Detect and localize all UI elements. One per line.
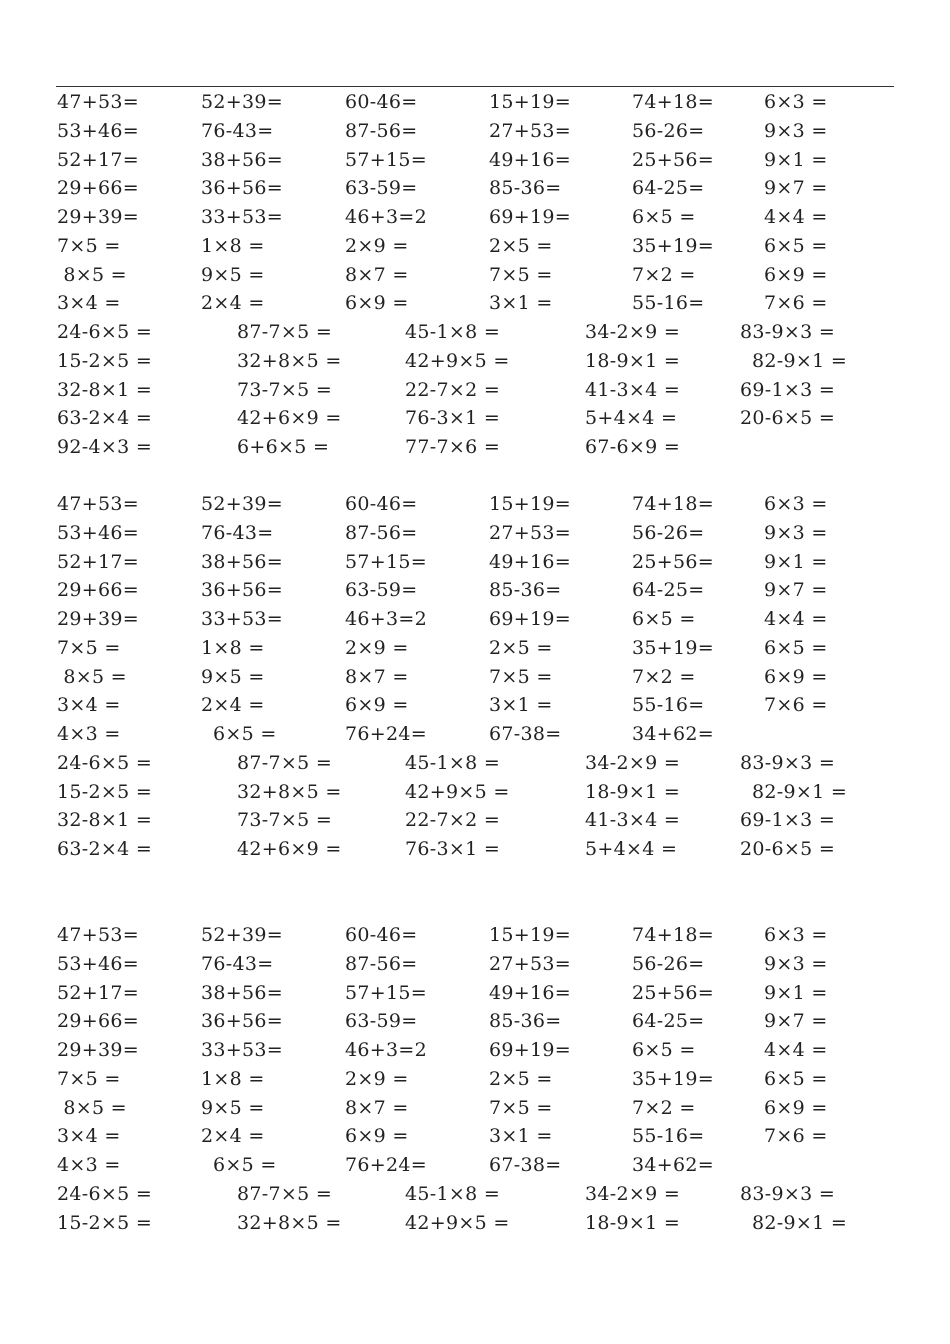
problem-cell: 2×9 = <box>345 636 409 659</box>
problem-row <box>0 576 950 605</box>
problem-cell: 47+53= <box>57 91 139 113</box>
problem-cell: 6+6×5 = <box>237 436 330 458</box>
problem-cell: 33+53= <box>201 608 283 630</box>
problem-cell: 22-7×2 = <box>405 809 501 832</box>
problem-cell: 63-2×4 = <box>57 407 153 430</box>
problem-cell: 53+46= <box>57 521 139 544</box>
problem-cell: 9×1 = <box>764 981 828 1004</box>
problem-cell: 63-2×4 = <box>57 838 153 860</box>
mixed-problem-row <box>0 347 950 376</box>
problem-cell: 55-16= <box>632 694 705 717</box>
problem-cell: 2×5 = <box>489 234 553 257</box>
problem-row <box>0 1007 950 1036</box>
problem-cell: 3×4 = <box>57 694 121 717</box>
problem-cell: 18-9×1 = <box>585 780 681 803</box>
problem-cell: 64-25= <box>632 579 705 602</box>
problem-cell: 7×6 = <box>764 292 828 315</box>
problem-cell: 55-16= <box>632 1125 705 1148</box>
problem-set-3 <box>0 921 950 1237</box>
problem-cell: 9×7 = <box>764 1010 828 1033</box>
problem-cell: 8×5 = <box>57 665 127 688</box>
problem-cell: 46+3=2 <box>345 206 427 228</box>
problem-cell: 4×3 = <box>57 1154 121 1176</box>
problem-cell: 74+18= <box>632 493 714 515</box>
problem-cell: 45-1×8 = <box>405 321 501 343</box>
problem-row <box>0 1122 950 1151</box>
problem-cell: 69-1×3 = <box>740 378 836 401</box>
problem-cell: 36+56= <box>201 1010 283 1033</box>
problem-cell: 73-7×5 = <box>237 809 333 832</box>
problem-row <box>0 519 950 548</box>
problem-cell: 29+39= <box>57 608 139 630</box>
problem-cell: 69-1×3 = <box>740 809 836 832</box>
problem-cell: 32+8×5 = <box>237 349 342 372</box>
problem-cell: 36+56= <box>201 177 283 200</box>
problem-cell: 32-8×1 = <box>57 378 153 401</box>
problem-cell: 9×1 = <box>764 550 828 573</box>
problem-cell: 8×5 = <box>57 1096 127 1119</box>
problem-cell: 2×4 = <box>201 694 265 717</box>
problem-cell: 53+46= <box>57 119 139 142</box>
problem-cell: 6×5 = <box>632 206 696 228</box>
problem-cell: 6×5 = <box>213 723 277 745</box>
problem-cell: 83-9×3 = <box>740 321 836 343</box>
problem-cell: 73-7×5 = <box>237 378 333 401</box>
problem-cell: 34+62= <box>632 1154 714 1176</box>
problem-cell: 7×5 = <box>57 636 121 659</box>
problem-cell: 35+19= <box>632 234 714 257</box>
problem-cell: 6×9 = <box>345 1125 409 1148</box>
problem-cell: 47+53= <box>57 924 139 946</box>
problem-cell: 34+62= <box>632 723 714 745</box>
problem-cell: 7×2 = <box>632 665 696 688</box>
problem-row <box>0 490 950 519</box>
problem-cell: 29+66= <box>57 579 139 602</box>
problem-cell: 38+56= <box>201 981 283 1004</box>
problem-cell: 60-46= <box>345 493 418 515</box>
problem-cell: 29+39= <box>57 1039 139 1061</box>
problem-cell: 7×6 = <box>764 1125 828 1148</box>
problem-cell: 4×4 = <box>764 1039 828 1061</box>
problem-cell: 7×2 = <box>632 1096 696 1119</box>
problem-cell: 42+9×5 = <box>405 349 510 372</box>
problem-row <box>0 146 950 175</box>
problem-set-1 <box>0 88 950 462</box>
problem-row <box>0 203 950 232</box>
problem-cell: 87-7×5 = <box>237 321 333 343</box>
problem-cell: 57+15= <box>345 550 427 573</box>
problem-cell: 33+53= <box>201 1039 283 1061</box>
mixed-problem-row <box>0 404 950 433</box>
problem-cell: 6×9 = <box>345 694 409 717</box>
problem-cell: 7×6 = <box>764 694 828 717</box>
problem-cell: 4×4 = <box>764 608 828 630</box>
problem-cell: 6×9 = <box>764 263 828 286</box>
problem-cell: 6×3 = <box>764 924 828 946</box>
problem-cell: 82-9×1 = <box>752 1211 848 1234</box>
problem-row <box>0 1094 950 1123</box>
problem-cell: 20-6×5 = <box>740 407 836 430</box>
problem-cell: 18-9×1 = <box>585 349 681 372</box>
problem-cell: 2×4 = <box>201 292 265 315</box>
problem-cell: 6×5 = <box>213 1154 277 1176</box>
problem-cell: 32-8×1 = <box>57 809 153 832</box>
problem-row <box>0 663 950 692</box>
mixed-problem-row <box>0 835 950 864</box>
problem-cell: 32+8×5 = <box>237 780 342 803</box>
problem-cell: 74+18= <box>632 924 714 946</box>
problem-cell: 63-59= <box>345 1010 418 1033</box>
mixed-problem-row <box>0 778 950 807</box>
problem-cell: 87-7×5 = <box>237 1182 333 1205</box>
problem-cell: 52+17= <box>57 981 139 1004</box>
problem-cell: 6×5 = <box>632 1039 696 1061</box>
problem-cell: 76-43= <box>201 952 274 975</box>
problem-cell: 67-38= <box>489 723 562 745</box>
problem-cell: 87-7×5 = <box>237 751 333 774</box>
problem-row <box>0 117 950 146</box>
problem-cell: 9×3 = <box>764 119 828 142</box>
problem-cell: 15-2×5 = <box>57 1211 153 1234</box>
problem-cell: 7×5 = <box>489 665 553 688</box>
problem-cell: 25+56= <box>632 148 714 171</box>
problem-cell: 8×5 = <box>57 263 127 286</box>
problem-row <box>0 1036 950 1065</box>
problem-cell: 15-2×5 = <box>57 780 153 803</box>
problem-cell: 85-36= <box>489 579 562 602</box>
problem-cell: 38+56= <box>201 550 283 573</box>
problem-cell: 35+19= <box>632 1067 714 1090</box>
problem-cell: 15+19= <box>489 91 571 113</box>
problem-cell: 2×5 = <box>489 1067 553 1090</box>
mixed-problem-row <box>0 376 950 405</box>
problem-cell: 38+56= <box>201 148 283 171</box>
problem-cell: 9×5 = <box>201 1096 265 1119</box>
mixed-problem-row <box>0 749 950 778</box>
problem-cell: 83-9×3 = <box>740 751 836 774</box>
problem-row <box>0 921 950 950</box>
problem-cell: 42+6×9 = <box>237 838 342 860</box>
problem-cell: 52+39= <box>201 91 283 113</box>
problem-row <box>0 1065 950 1094</box>
problem-cell: 27+53= <box>489 521 571 544</box>
problem-cell: 57+15= <box>345 148 427 171</box>
problem-cell: 3×1 = <box>489 694 553 717</box>
problem-cell: 2×4 = <box>201 1125 265 1148</box>
problem-cell: 6×5 = <box>632 608 696 630</box>
problem-cell: 2×9 = <box>345 1067 409 1090</box>
problem-cell: 1×8 = <box>201 1067 265 1090</box>
problem-cell: 49+16= <box>489 148 571 171</box>
problem-row <box>0 174 950 203</box>
problem-row <box>0 548 950 577</box>
problem-cell: 7×5 = <box>489 263 553 286</box>
problem-row <box>0 232 950 261</box>
problem-row <box>0 261 950 290</box>
problem-cell: 87-56= <box>345 119 418 142</box>
problem-cell: 32+8×5 = <box>237 1211 342 1234</box>
problem-cell: 82-9×1 = <box>752 349 848 372</box>
problem-cell: 9×5 = <box>201 263 265 286</box>
problem-cell: 25+56= <box>632 550 714 573</box>
problem-cell: 46+3=2 <box>345 1039 427 1061</box>
problem-cell: 24-6×5 = <box>57 1182 153 1205</box>
problem-cell: 6×3 = <box>764 91 828 113</box>
problem-cell: 5+4×4 = <box>585 407 678 430</box>
problem-cell: 67-6×9 = <box>585 436 681 458</box>
problem-cell: 83-9×3 = <box>740 1182 836 1205</box>
problem-cell: 2×9 = <box>345 234 409 257</box>
problem-cell: 69+19= <box>489 608 571 630</box>
problem-cell: 6×5 = <box>764 234 828 257</box>
problem-cell: 76+24= <box>345 1154 427 1176</box>
mixed-problem-row <box>0 1209 950 1238</box>
problem-cell: 24-6×5 = <box>57 751 153 774</box>
problem-cell: 15+19= <box>489 493 571 515</box>
problem-cell: 22-7×2 = <box>405 378 501 401</box>
problem-cell: 3×4 = <box>57 1125 121 1148</box>
problem-cell: 55-16= <box>632 292 705 315</box>
problem-cell: 24-6×5 = <box>57 321 153 343</box>
problem-cell: 87-56= <box>345 952 418 975</box>
problem-cell: 69+19= <box>489 206 571 228</box>
problem-row <box>0 289 950 318</box>
problem-cell: 74+18= <box>632 91 714 113</box>
problem-cell: 27+53= <box>489 952 571 975</box>
problem-cell: 8×7 = <box>345 263 409 286</box>
problem-cell: 6×9 = <box>345 292 409 315</box>
problem-cell: 77-7×6 = <box>405 436 501 458</box>
problem-cell: 15+19= <box>489 924 571 946</box>
problem-row <box>0 979 950 1008</box>
problem-cell: 52+39= <box>201 924 283 946</box>
problem-cell: 49+16= <box>489 550 571 573</box>
problem-cell: 3×4 = <box>57 292 121 315</box>
problem-cell: 9×1 = <box>764 148 828 171</box>
mixed-problem-row <box>0 433 950 462</box>
problem-cell: 34-2×9 = <box>585 751 681 774</box>
problem-cell: 41-3×4 = <box>585 378 681 401</box>
problem-cell: 76+24= <box>345 723 427 745</box>
problem-cell: 9×3 = <box>764 952 828 975</box>
problem-cell: 49+16= <box>489 981 571 1004</box>
problem-row <box>0 720 950 749</box>
problem-cell: 7×5 = <box>489 1096 553 1119</box>
problem-cell: 18-9×1 = <box>585 1211 681 1234</box>
problem-cell: 52+17= <box>57 148 139 171</box>
problem-cell: 1×8 = <box>201 636 265 659</box>
problem-cell: 4×3 = <box>57 723 121 745</box>
problem-cell: 76-43= <box>201 521 274 544</box>
problem-cell: 56-26= <box>632 521 705 544</box>
problem-cell: 34-2×9 = <box>585 1182 681 1205</box>
problem-cell: 1×8 = <box>201 234 265 257</box>
problem-cell: 29+39= <box>57 206 139 228</box>
problem-cell: 53+46= <box>57 952 139 975</box>
mixed-problem-row <box>0 1180 950 1209</box>
problem-cell: 63-59= <box>345 579 418 602</box>
problem-row <box>0 1151 950 1180</box>
problem-cell: 4×4 = <box>764 206 828 228</box>
problem-cell: 34-2×9 = <box>585 321 681 343</box>
problem-cell: 92-4×3 = <box>57 436 153 458</box>
problem-cell: 27+53= <box>489 119 571 142</box>
problem-cell: 87-56= <box>345 521 418 544</box>
top-divider-line <box>56 86 894 87</box>
problem-cell: 29+66= <box>57 177 139 200</box>
problem-cell: 56-26= <box>632 119 705 142</box>
problem-cell: 52+39= <box>201 493 283 515</box>
problem-cell: 82-9×1 = <box>752 780 848 803</box>
problem-cell: 36+56= <box>201 579 283 602</box>
problem-cell: 7×5 = <box>57 234 121 257</box>
problem-cell: 64-25= <box>632 1010 705 1033</box>
problem-set-2 <box>0 490 950 864</box>
problem-cell: 9×3 = <box>764 521 828 544</box>
problem-cell: 41-3×4 = <box>585 809 681 832</box>
problem-cell: 64-25= <box>632 177 705 200</box>
problem-cell: 35+19= <box>632 636 714 659</box>
problem-cell: 33+53= <box>201 206 283 228</box>
problem-cell: 85-36= <box>489 177 562 200</box>
problem-cell: 3×1 = <box>489 1125 553 1148</box>
problem-cell: 6×3 = <box>764 493 828 515</box>
problem-cell: 6×9 = <box>764 665 828 688</box>
problem-cell: 42+6×9 = <box>237 407 342 430</box>
problem-cell: 60-46= <box>345 924 418 946</box>
problem-cell: 9×5 = <box>201 665 265 688</box>
problem-cell: 57+15= <box>345 981 427 1004</box>
problem-cell: 60-46= <box>345 91 418 113</box>
problem-cell: 85-36= <box>489 1010 562 1033</box>
problem-row <box>0 691 950 720</box>
problem-cell: 8×7 = <box>345 1096 409 1119</box>
problem-cell: 5+4×4 = <box>585 838 678 860</box>
problem-cell: 7×5 = <box>57 1067 121 1090</box>
mixed-problem-row <box>0 318 950 347</box>
problem-cell: 46+3=2 <box>345 608 427 630</box>
problem-cell: 7×2 = <box>632 263 696 286</box>
problem-cell: 6×9 = <box>764 1096 828 1119</box>
problem-cell: 20-6×5 = <box>740 838 836 860</box>
problem-cell: 42+9×5 = <box>405 1211 510 1234</box>
problem-row <box>0 88 950 117</box>
problem-cell: 2×5 = <box>489 636 553 659</box>
problem-row <box>0 605 950 634</box>
problem-cell: 52+17= <box>57 550 139 573</box>
problem-cell: 15-2×5 = <box>57 349 153 372</box>
problem-cell: 45-1×8 = <box>405 1182 501 1205</box>
problem-cell: 76-43= <box>201 119 274 142</box>
problem-cell: 3×1 = <box>489 292 553 315</box>
problem-cell: 8×7 = <box>345 665 409 688</box>
mixed-problem-row <box>0 806 950 835</box>
problem-cell: 25+56= <box>632 981 714 1004</box>
problem-cell: 67-38= <box>489 1154 562 1176</box>
problem-cell: 56-26= <box>632 952 705 975</box>
problem-cell: 47+53= <box>57 493 139 515</box>
problem-cell: 6×5 = <box>764 636 828 659</box>
problem-row <box>0 634 950 663</box>
problem-cell: 45-1×8 = <box>405 751 501 774</box>
problem-cell: 9×7 = <box>764 579 828 602</box>
problem-row <box>0 950 950 979</box>
problem-cell: 6×5 = <box>764 1067 828 1090</box>
problem-cell: 76-3×1 = <box>405 838 501 860</box>
problem-cell: 76-3×1 = <box>405 407 501 430</box>
problem-cell: 63-59= <box>345 177 418 200</box>
problem-cell: 42+9×5 = <box>405 780 510 803</box>
problem-cell: 29+66= <box>57 1010 139 1033</box>
problem-cell: 9×7 = <box>764 177 828 200</box>
problem-cell: 69+19= <box>489 1039 571 1061</box>
